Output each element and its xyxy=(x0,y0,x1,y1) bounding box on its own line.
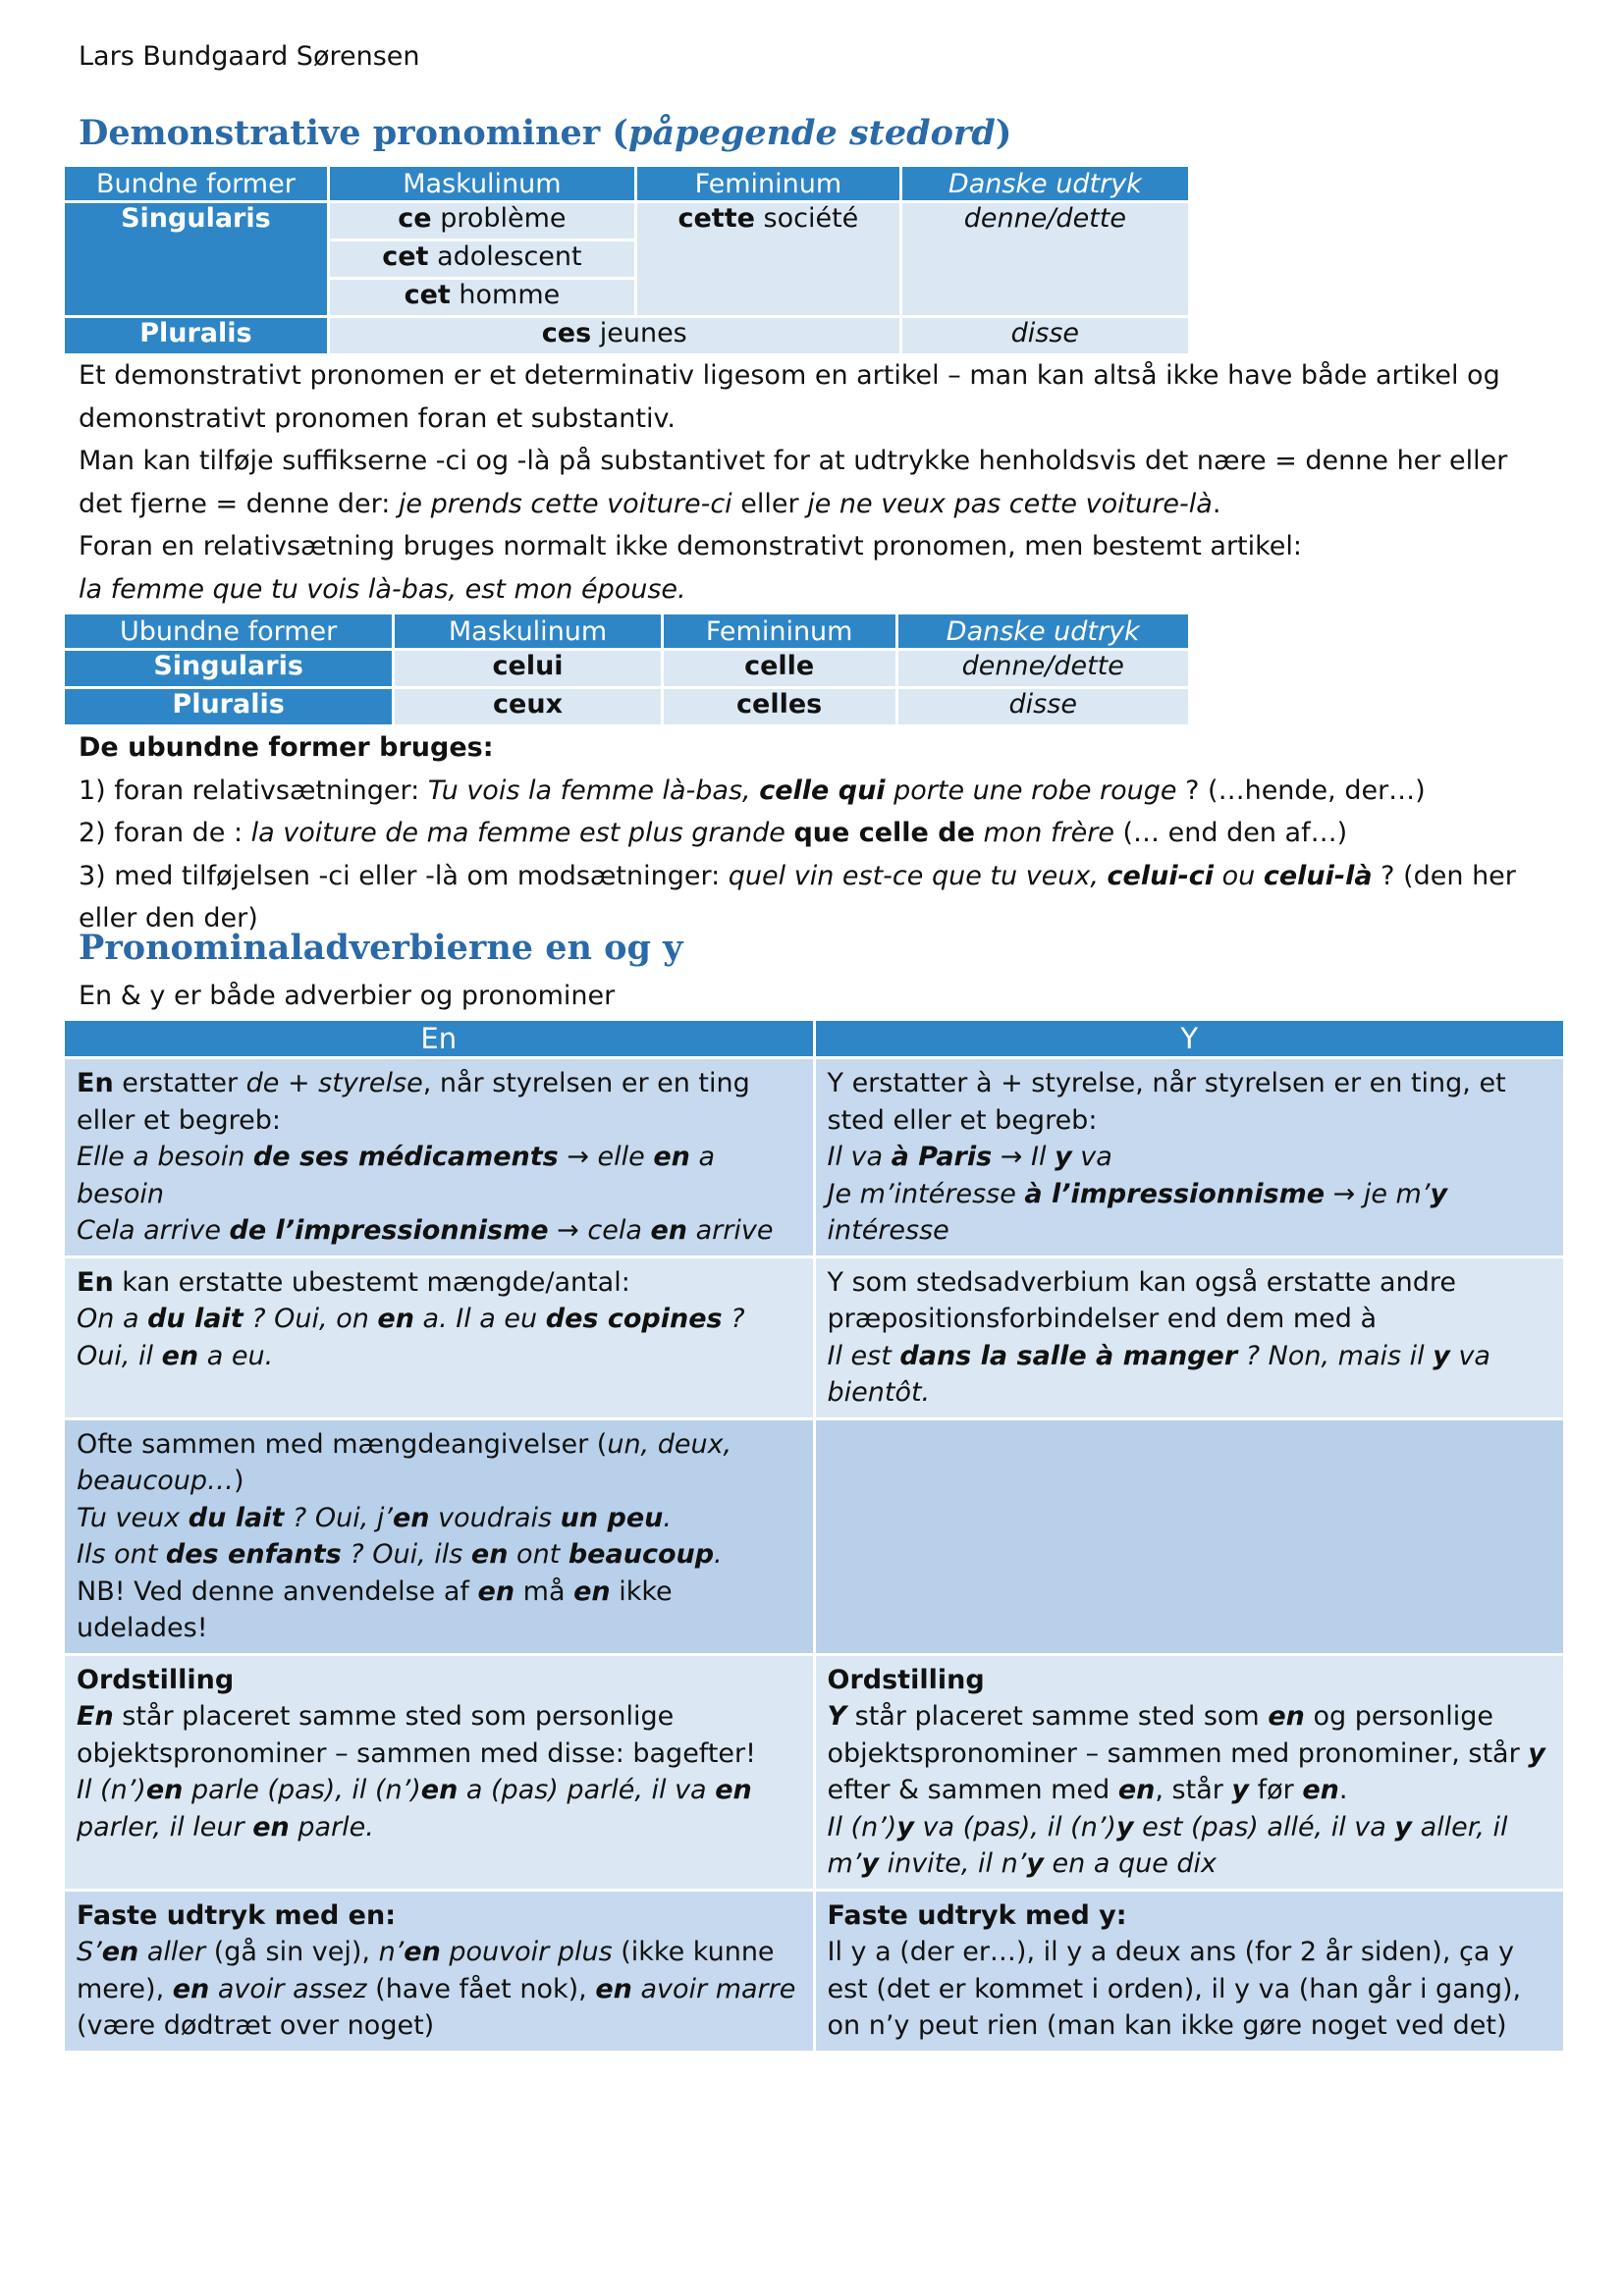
row-label-singularis: Singularis xyxy=(65,651,392,686)
header-danske-udtryk: Danske udtryk xyxy=(902,167,1188,200)
en-cell-expressions: Faste udtryk med en: S’en aller (gå sin vej), n’en pouvoir plus (ikke kunne mere), en avoir assez (have fået nok), en avoir marre (være dødtræt over noget) xyxy=(65,1892,813,2051)
y-cell-empty xyxy=(816,1420,1564,1653)
en-cell-replaces: En erstatter de + styrelse, når styrelsen er en ting eller et begreb: Elle a besoin de ses médicaments → elle en a besoin Cela arrive de l’impressionnisme → cela en arrive xyxy=(65,1059,813,1255)
y-cell-replaces: Y erstatter à + styrelse, når styrelsen er en ting, et sted eller et begreb: Il va à Paris → Il y va Je m’intéresse à l’impressionnisme → je m’y intéresse xyxy=(816,1059,1564,1255)
row-label-pluralis: Pluralis xyxy=(65,318,327,353)
fem-form: cette société xyxy=(637,203,899,315)
section1-title: Demonstrative pronominer (påpegende stedord) xyxy=(79,113,1012,153)
uses-heading: De ubundne former bruges: xyxy=(79,732,494,763)
header-femininum: Femininum xyxy=(664,614,895,648)
header-femininum: Femininum xyxy=(637,167,899,200)
masc-form: ce problème xyxy=(330,203,634,239)
unbound-masc-plural: ceux xyxy=(395,689,661,724)
en-cell-amounts: Ofte sammen med mængdeangivelser (un, deux, beaucoup…) Tu veux du lait ? Oui, j’en voudrais un peu. Ils ont des enfants ? Oui, ils en ont beaucoup. NB! Ved denne anvendelse af en må en ikke udelades! xyxy=(65,1420,813,1653)
paragraph-suffixes: Man kan tilføje suffikserne -ci og -là på substantivet for at udtrykke henholdsvis det nære = denne her eller det fjerne = denne der: je prends cette voiture-ci eller je ne veux pas cette voiture-là. xyxy=(79,446,1508,519)
use-item-3: 3) med tilføjelsen -ci eller -là om modsætninger: quel vin est-ce que tu veux, celui-ci ou celui-là ? (den her eller den der) xyxy=(79,860,1516,934)
en-cell-quantity: En kan erstatte ubestemt mængde/antal: On a du lait ? Oui, on en a. Il a eu des copines ? Oui, il en a eu. xyxy=(65,1258,813,1417)
header-maskulinum: Maskulinum xyxy=(330,167,634,200)
use-item-2: 2) foran de : la voiture de ma femme est plus grande que celle de mon frère (… end den af…) xyxy=(79,818,1348,848)
header-maskulinum: Maskulinum xyxy=(395,614,661,648)
danish-plural: disse xyxy=(902,318,1188,353)
header-ubundne-former: Ubundne former xyxy=(65,614,392,648)
en-y-table xyxy=(62,1018,1566,2054)
plural-form: ces jeunes xyxy=(330,318,899,353)
row-label-pluralis: Pluralis xyxy=(65,689,392,724)
author-name: Lars Bundgaard Sørensen xyxy=(79,41,420,72)
unbound-masc-singular: celui xyxy=(395,651,661,686)
y-cell-expressions: Faste udtryk med y: Il y a (der er…), il y a deux ans (for 2 år siden), ça y est (det er kommet i orden), il y va (han går i gang), on n’y peut rien (man kan ikke gøre noget ved det) xyxy=(816,1892,1564,2051)
en-cell-word-order: Ordstilling En står placeret samme sted som personlige objektspronominer – sammen med disse: bagefter! Il (n’)en parle (pas), il (n’)en a (pas) parlé, il va en parler, il leur en parle. xyxy=(65,1656,813,1889)
y-cell-place: Y som stedsadverbium kan også erstatte andre præpositionsforbindelser end dem med à Il est dans la salle à manger ? Non, mais il y va bientôt. xyxy=(816,1258,1564,1417)
section2-intro: En & y er både adverbier og pronominer xyxy=(79,981,616,1011)
paragraph-determinativ: Et demonstrativt pronomen er et determinativ ligesom en artikel – man kan altså ikke have både artikel og demonstrativt pronomen foran et substantiv. xyxy=(79,360,1500,434)
header-y: Y xyxy=(816,1021,1564,1056)
unbound-fem-singular: celle xyxy=(664,651,895,686)
masc-form: cet homme xyxy=(330,280,634,315)
use-item-1: 1) foran relativsætninger: Tu vois la femme là-bas, celle qui porte une robe rouge ? (…hende, der…) xyxy=(79,774,1426,806)
unbound-danish-singular: denne/dette xyxy=(898,651,1189,686)
example-relative: la femme que tu vois là-bas, est mon épouse. xyxy=(79,573,686,605)
paragraph-relative: Foran en relativsætning bruges normalt ikke demonstrativt pronomen, men bestemt artikel: xyxy=(79,531,1303,561)
masc-form: cet adolescent xyxy=(330,241,634,277)
section2-title: Pronominaladverbierne en og y xyxy=(79,928,683,968)
header-danske-udtryk: Danske udtryk xyxy=(898,614,1189,648)
unbound-forms-table xyxy=(62,612,1191,727)
bound-forms-table xyxy=(62,164,1191,356)
header-en: En xyxy=(65,1021,813,1056)
uses-block xyxy=(79,726,1571,940)
y-cell-word-order: Ordstilling Y står placeret samme sted som en og personlige objektspronominer – sammen med pronominer, står y efter & sammen med en, står y før en. Il (n’)y va (pas), il (n’)y est (pas) allé, il va y aller, il m’y invite, il n’y en a que dix xyxy=(816,1656,1564,1889)
danish-singular: denne/dette xyxy=(902,203,1188,315)
header-bundne-former: Bundne former xyxy=(65,167,327,200)
unbound-danish-plural: disse xyxy=(898,689,1189,724)
row-label-singularis: Singularis xyxy=(65,203,327,315)
explanation-block xyxy=(79,354,1551,611)
unbound-fem-plural: celles xyxy=(664,689,895,724)
